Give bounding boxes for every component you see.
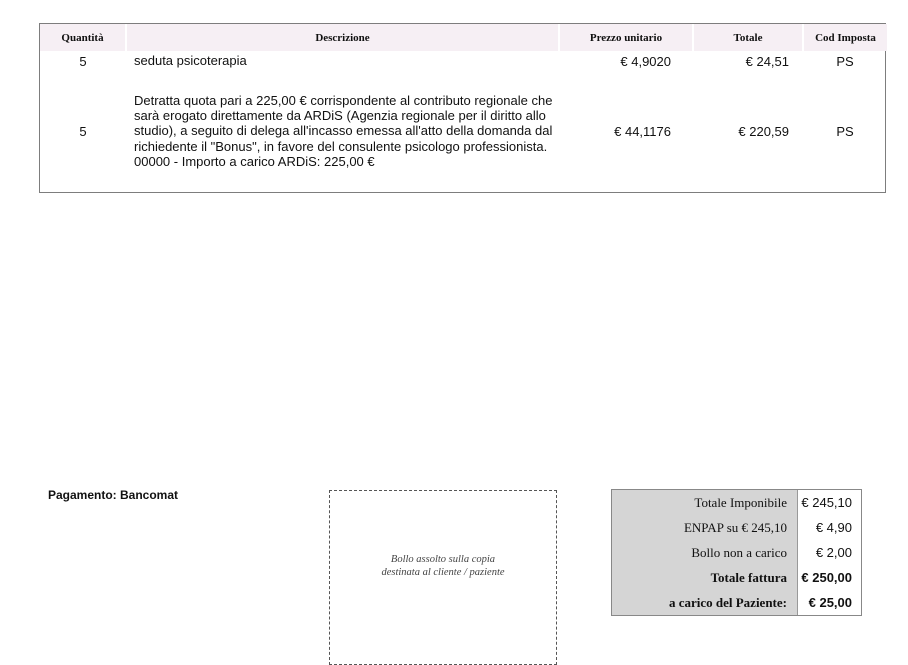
enpap-value: € 4,90 [798,515,862,540]
row-tax-code: PS [836,53,854,69]
invoice-total-value: € 250,00 [798,565,862,590]
header-description: Descrizione [126,24,559,51]
header-quantity: Quantità [40,24,126,51]
patient-share-label: a carico del Paziente: [612,590,798,615]
items-table [39,23,886,193]
table-row [40,51,887,71]
patient-share-value: € 25,00 [798,590,862,615]
row-quantity: 5 [79,53,87,69]
row-tax-code: PS [836,123,854,139]
row-unit-price: € 4,9020 [620,53,671,69]
header-total: Totale [693,24,803,51]
row-total: € 24,51 [745,53,789,69]
header-tax-code: Cod Imposta [803,24,887,51]
taxable-total-value: € 245,10 [798,490,862,515]
taxable-total-label: Totale Imponibile [612,490,798,515]
stamp-duty-value: € 2,00 [798,540,862,565]
totals-row [612,490,861,515]
row-description: Detratta quota pari a 225,00 € corrispondente al contributo regionale che sarà erogato direttamente da ARDiS (Agenzia regionale per il diritto allo studio), a seguito di delega all'incasso emessa all'atto della domanda dal richiedente il "Bonus", in favore del consulente psicologo professionista. 00000 - Importo a carico ARDiS: 225,00 € [134,92,553,169]
row-total: € 220,59 [738,123,789,139]
totals-box [611,489,862,616]
row-unit-price: € 44,1176 [614,123,671,139]
stamp-box [329,490,557,665]
enpap-label: ENPAP su € 245,10 [612,515,798,540]
totals-row [612,590,861,615]
totals-row [612,540,861,565]
row-description: seduta psicoterapia [134,53,247,69]
table-header-row [40,24,887,51]
row-quantity: 5 [79,123,87,139]
stamp-note-line2: destinata al cliente / paziente [381,567,505,578]
stamp-duty-label: Bollo non a carico [612,540,798,565]
stamp-note-line1: Bollo assolto sulla copia [390,554,496,565]
payment-method: Pagamento: Bancomat [48,488,179,502]
table-row [40,71,887,191]
invoice-total-label: Totale fattura [612,565,798,590]
stamp-note [330,553,556,579]
totals-row [612,565,861,590]
totals-row [612,515,861,540]
header-unit-price: Prezzo unitario [559,24,693,51]
